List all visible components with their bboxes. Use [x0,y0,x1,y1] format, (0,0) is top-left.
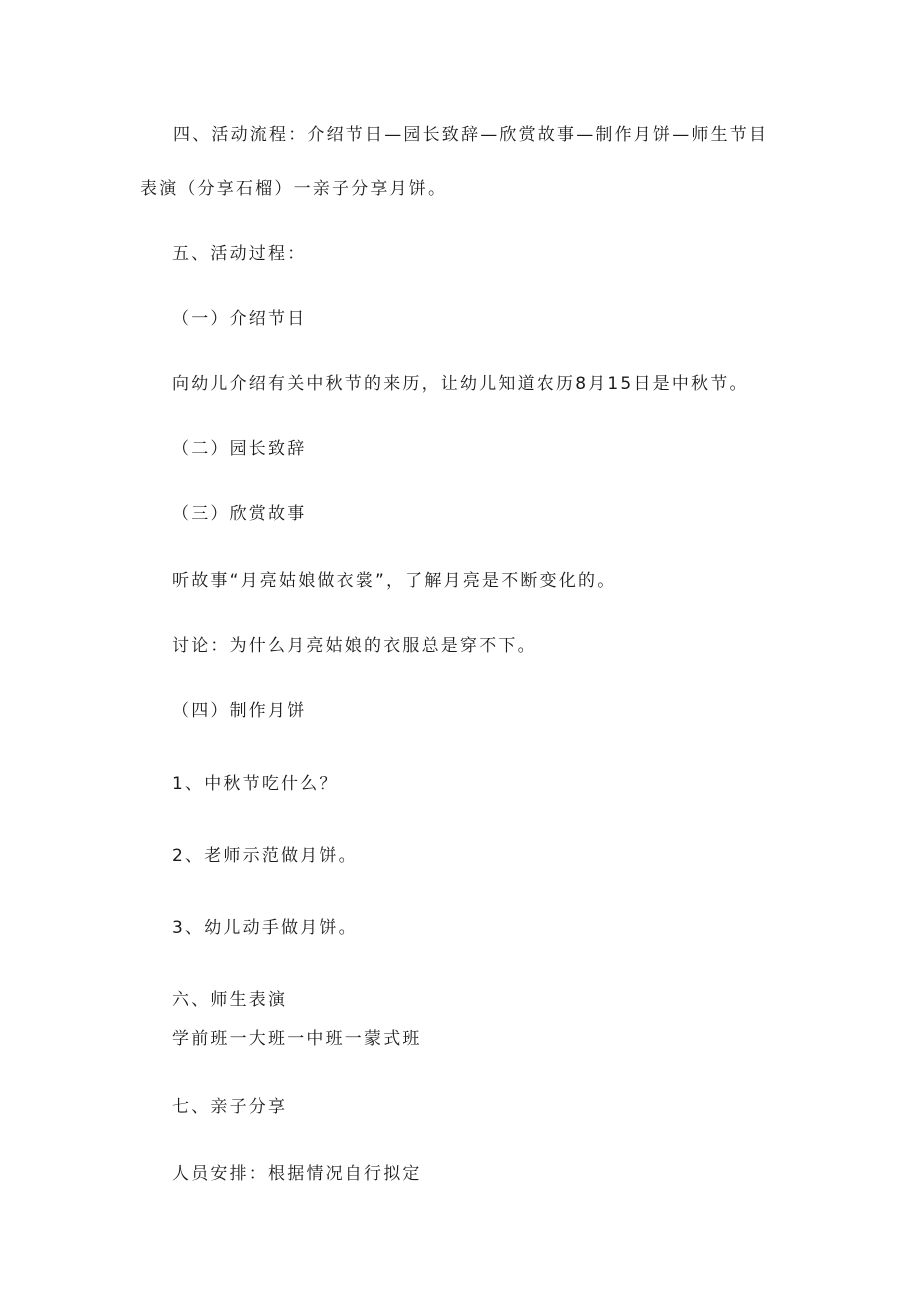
paragraph-class-order: 学前班一大班一中班一蒙式班 [172,1029,422,1049]
subheading-make-mooncakes: （四）制作月饼 [172,701,307,721]
list-item-2: 2、老师示范做月饼。 [172,846,358,866]
subheading-principal-speech: （二）园长致辞 [172,439,307,459]
paragraph-discussion: 讨论：为什么月亮姑娘的衣服总是穿不下。 [172,636,537,656]
subheading-introduce-festival: （一）介绍节日 [172,309,307,329]
paragraph-staff-arrangement: 人员安排：根据情况自行拟定 [172,1164,422,1184]
activity-flow-paragraph: 四、活动流程：介绍节日—园长致辞—欣赏故事—制作月饼—师生节目表演（分享石榴）一亲子分享月饼。 [140,125,769,199]
section-heading-activity-process: 五、活动过程： [172,244,307,264]
subheading-enjoy-story: （三）欣赏故事 [172,504,307,524]
list-item-1: 1、中秋节吃什么？ [172,774,339,794]
paragraph-story: 听故事“月亮姑娘做衣裳”，了解月亮是不断变化的。 [172,571,617,591]
section-heading-parent-child-sharing: 七、亲子分享 [172,1097,288,1117]
paragraph-festival-intro: 向幼儿介绍有关中秋节的来历，让幼儿知道农历8月15日是中秋节。 [172,374,749,394]
list-item-3: 3、幼儿动手做月饼。 [172,918,358,938]
section-heading-performance: 六、师生表演 [172,990,288,1010]
